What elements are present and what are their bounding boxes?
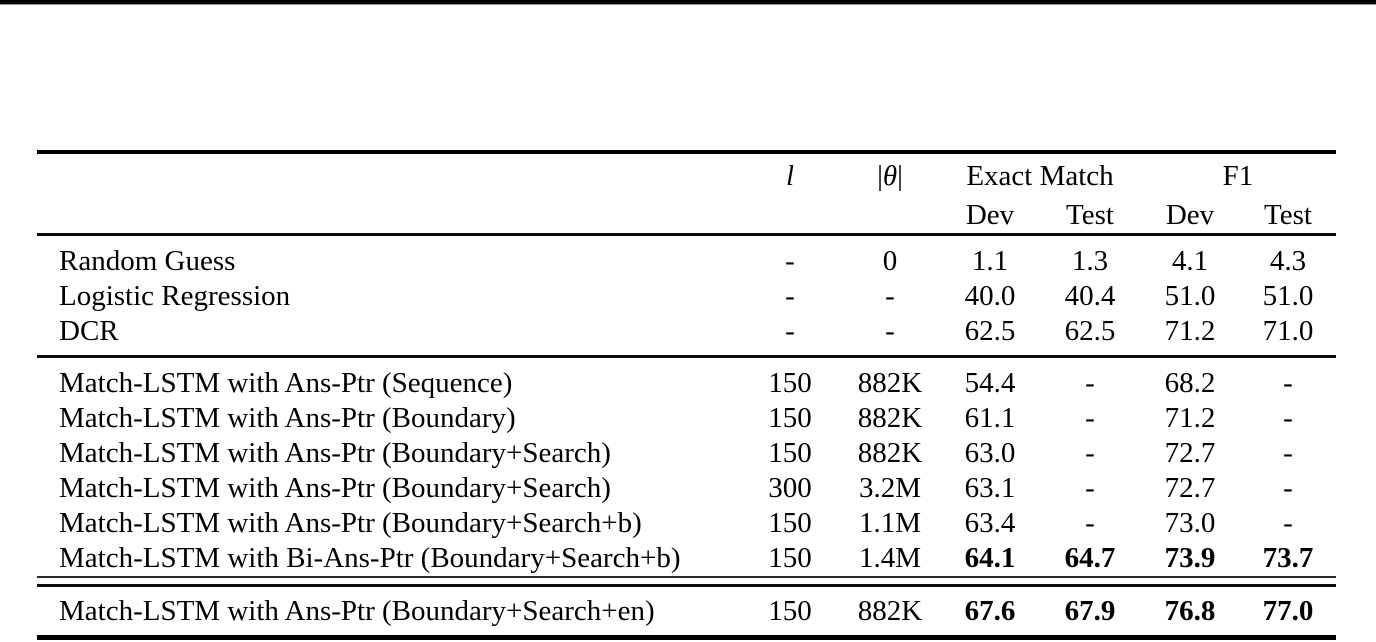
theta-cell: 882K xyxy=(857,367,923,399)
table-row xyxy=(37,506,1336,541)
table-row xyxy=(37,471,1336,506)
page-top-rule-shadow xyxy=(0,4,1376,5)
em-test-header: Test xyxy=(1066,199,1114,231)
theta-cell: - xyxy=(885,280,895,312)
em-dev-cell: 64.1 xyxy=(964,542,1016,574)
table-row xyxy=(37,594,1336,629)
theta-cell: - xyxy=(885,315,895,347)
em-dev-cell: 63.1 xyxy=(964,472,1016,504)
theta-bar-left: | xyxy=(877,160,883,192)
f1-test-cell: 71.0 xyxy=(1262,315,1314,347)
f1-test-cell: 73.7 xyxy=(1262,542,1314,574)
em-dev-cell: 62.5 xyxy=(964,315,1016,347)
table-bottom-rule xyxy=(37,635,1336,640)
f1-dev-cell: 73.9 xyxy=(1164,542,1216,574)
results-table xyxy=(37,150,1336,640)
l-cell: 150 xyxy=(768,437,812,469)
em-test-cell: 64.7 xyxy=(1064,542,1116,574)
l-cell: 150 xyxy=(768,507,812,539)
em-test-cell: 62.5 xyxy=(1064,315,1116,347)
f1-dev-cell: 73.0 xyxy=(1164,507,1216,539)
model-name-cell: Match-LSTM with Ans-Ptr (Sequence) xyxy=(59,367,513,399)
em-test-cell: - xyxy=(1085,367,1095,399)
em-test-cell: 40.4 xyxy=(1064,280,1116,312)
l-cell: 150 xyxy=(768,542,812,574)
theta-cell: 1.4M xyxy=(858,542,922,574)
l-cell: - xyxy=(785,245,795,277)
f1-dev-header: Dev xyxy=(1165,199,1215,231)
em-test-cell: 67.9 xyxy=(1064,595,1116,627)
f1-group-header: F1 xyxy=(1222,160,1254,192)
em-test-cell: 1.3 xyxy=(1071,245,1109,277)
em-dev-cell: 54.4 xyxy=(964,367,1016,399)
f1-dev-cell: 68.2 xyxy=(1164,367,1216,399)
param-count-header xyxy=(840,154,940,198)
theta-cell: 1.1M xyxy=(858,507,922,539)
baseline-section xyxy=(37,236,1336,355)
theta-cell: 882K xyxy=(857,595,923,627)
l-cell: 150 xyxy=(768,367,812,399)
exact-match-group-header: Exact Match xyxy=(966,160,1114,192)
model-name-cell: Match-LSTM with Ans-Ptr (Boundary+Search+b) xyxy=(59,507,642,539)
l-cell: - xyxy=(785,280,795,312)
f1-test-cell: - xyxy=(1283,472,1293,504)
ensemble-section xyxy=(37,587,1336,635)
em-dev-cell: 63.0 xyxy=(964,437,1016,469)
em-dev-header: Dev xyxy=(965,199,1015,231)
f1-test-cell: - xyxy=(1283,507,1293,539)
model-section xyxy=(37,358,1336,576)
model-name-cell: Match-LSTM with Ans-Ptr (Boundary+Search+en) xyxy=(59,595,655,627)
f1-dev-cell: 71.2 xyxy=(1164,402,1216,434)
l-cell: 150 xyxy=(768,402,812,434)
em-test-cell: - xyxy=(1085,402,1095,434)
f1-dev-cell: 51.0 xyxy=(1164,280,1216,312)
em-dev-cell: 67.6 xyxy=(964,595,1016,627)
l-cell: 150 xyxy=(768,595,812,627)
f1-dev-cell: 72.7 xyxy=(1164,437,1216,469)
model-name-cell: DCR xyxy=(59,315,119,347)
theta-bar-right: | xyxy=(897,160,903,192)
theta-cell: 882K xyxy=(857,402,923,434)
em-test-cell: - xyxy=(1085,472,1095,504)
em-test-cell: - xyxy=(1085,437,1095,469)
theta-cell: 3.2M xyxy=(858,472,922,504)
f1-test-cell: - xyxy=(1283,437,1293,469)
model-name-cell: Match-LSTM with Ans-Ptr (Boundary+Search) xyxy=(59,472,611,504)
em-dev-cell: 63.4 xyxy=(964,507,1016,539)
f1-test-cell: 51.0 xyxy=(1262,280,1314,312)
table-row xyxy=(37,541,1336,576)
f1-dev-cell: 4.1 xyxy=(1171,245,1209,277)
table-header-row-1 xyxy=(37,154,1336,198)
model-name-cell: Match-LSTM with Ans-Ptr (Boundary+Search) xyxy=(59,437,611,469)
table-header-row-2 xyxy=(37,198,1336,233)
table-row xyxy=(37,366,1336,401)
f1-test-cell: 77.0 xyxy=(1262,595,1314,627)
f1-test-header: Test xyxy=(1264,199,1312,231)
table-row xyxy=(37,244,1336,279)
f1-dev-cell: 76.8 xyxy=(1164,595,1216,627)
em-test-cell: - xyxy=(1085,507,1095,539)
f1-dev-cell: 71.2 xyxy=(1164,315,1216,347)
layer-size-header: l xyxy=(785,160,795,192)
em-dev-cell: 61.1 xyxy=(964,402,1016,434)
table-row xyxy=(37,401,1336,436)
model-name-cell: Random Guess xyxy=(59,245,236,277)
f1-dev-cell: 72.7 xyxy=(1164,472,1216,504)
f1-test-cell: - xyxy=(1283,402,1293,434)
table-row xyxy=(37,314,1336,349)
table-row xyxy=(37,436,1336,471)
f1-test-cell: 4.3 xyxy=(1269,245,1307,277)
model-name-cell: Logistic Regression xyxy=(59,280,291,312)
model-name-cell: Match-LSTM with Bi-Ans-Ptr (Boundary+Search+b) xyxy=(59,542,681,574)
em-dev-cell: 1.1 xyxy=(971,245,1009,277)
table-row xyxy=(37,279,1336,314)
theta-cell: 0 xyxy=(882,245,898,277)
model-name-cell: Match-LSTM with Ans-Ptr (Boundary) xyxy=(59,402,516,434)
theta-symbol: θ xyxy=(882,160,898,192)
l-cell: 300 xyxy=(768,472,812,504)
l-cell: - xyxy=(785,315,795,347)
f1-test-cell: - xyxy=(1283,367,1293,399)
em-dev-cell: 40.0 xyxy=(964,280,1016,312)
theta-cell: 882K xyxy=(857,437,923,469)
